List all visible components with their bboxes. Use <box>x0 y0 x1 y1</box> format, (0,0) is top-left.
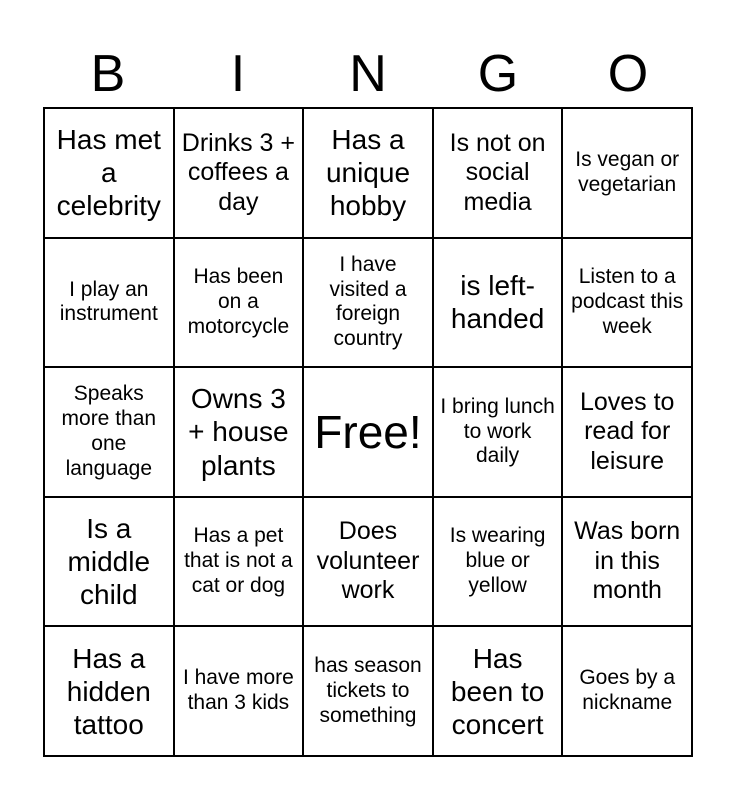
cell-text: I bring lunch to work daily <box>440 394 555 468</box>
header-letter-n: N <box>349 45 387 103</box>
bingo-cell[interactable] <box>44 497 174 627</box>
cell-text: Has a unique hobby <box>325 124 411 222</box>
cell-text: Goes by a nickname <box>579 666 676 715</box>
header-letter-i: I <box>230 45 246 103</box>
bingo-cell[interactable] <box>174 367 304 497</box>
cell-text: I have visited a foreign country <box>329 252 407 351</box>
bingo-cell[interactable] <box>562 626 692 756</box>
bingo-cell[interactable] <box>562 367 692 497</box>
bingo-cell[interactable] <box>433 626 563 756</box>
bingo-cell[interactable] <box>303 497 433 627</box>
free-space-cell[interactable] <box>303 367 433 497</box>
cell-text: Has been on a motorcycle <box>187 265 290 338</box>
bingo-cell[interactable] <box>44 367 174 497</box>
cell-text: I have more than 3 kids <box>182 666 294 715</box>
cell-text: Does volunteer work <box>316 517 420 605</box>
bingo-cell[interactable] <box>433 238 563 368</box>
bingo-cell[interactable] <box>174 497 304 627</box>
bingo-cell[interactable] <box>562 497 692 627</box>
cell-text: Has been to concert <box>450 642 545 740</box>
cell-text: Free! <box>314 405 422 458</box>
cell-text: Has a hidden tattoo <box>66 642 151 740</box>
cell-text: Is not on social media <box>449 128 546 216</box>
header-letter-g: G <box>477 45 519 103</box>
bingo-header <box>43 40 693 108</box>
cell-text: Listen to a podcast this week <box>571 265 684 338</box>
bingo-cell[interactable] <box>433 108 563 238</box>
cell-text: Owns 3 + house plants <box>188 383 289 481</box>
cell-text: has season tickets to something <box>314 654 422 727</box>
cell-text: Speaks more than one language <box>61 382 157 480</box>
bingo-cell[interactable] <box>433 497 563 627</box>
bingo-cell[interactable] <box>303 626 433 756</box>
bingo-cell[interactable] <box>303 238 433 368</box>
bingo-cell[interactable] <box>44 108 174 238</box>
bingo-cell[interactable] <box>562 238 692 368</box>
cell-text: Is a middle child <box>67 513 151 611</box>
cell-text: Was born in this month <box>574 517 681 605</box>
header-letter-o: O <box>607 45 649 103</box>
cell-text: Is wearing blue or yellow <box>449 524 546 597</box>
bingo-cell[interactable] <box>433 367 563 497</box>
cell-text: is left-handed <box>450 270 545 335</box>
header-letter-b: B <box>90 45 126 103</box>
cell-text: Is vegan or vegetarian <box>575 148 680 196</box>
bingo-cell[interactable] <box>303 108 433 238</box>
cell-text: Drinks 3 + coffees a day <box>181 128 295 216</box>
cell-text: Has a pet that is not a cat or dog <box>184 524 293 597</box>
bingo-cell[interactable] <box>562 108 692 238</box>
cell-text: Has met a celebrity <box>56 124 161 222</box>
bingo-cell[interactable] <box>174 238 304 368</box>
bingo-cell[interactable] <box>174 626 304 756</box>
cell-text: I play an instrument <box>59 277 158 326</box>
bingo-cell[interactable] <box>174 108 304 238</box>
cell-text: Loves to read for leisure <box>579 387 675 475</box>
bingo-board <box>43 107 693 757</box>
bingo-cell[interactable] <box>44 238 174 368</box>
bingo-cell[interactable] <box>44 626 174 756</box>
